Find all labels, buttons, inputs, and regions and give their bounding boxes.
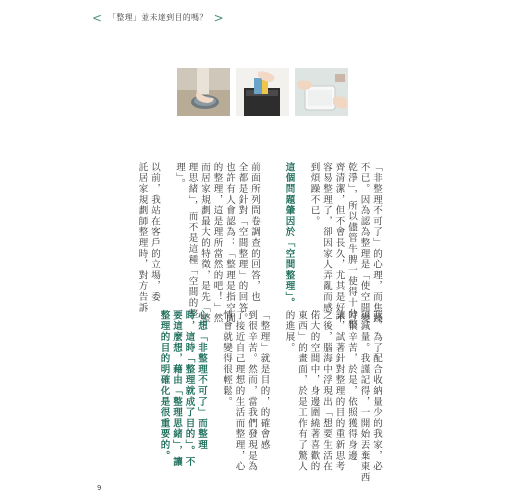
text-column: 「非整理不可了」的心理，而焦躁 [371,162,382,324]
chevron-left-icon: < [92,11,103,25]
highlight-column: 這個問題肇因於「空間整理」。 [283,162,295,309]
text-column: 乾淨」，所以儘管牛脾一使得十分整 [346,162,357,331]
photo-foot-scale [177,68,230,116]
text-column: 理」。 [174,162,185,190]
text-column: 前面所列問卷調查的回答，也 [249,162,260,303]
text-column: 而居家規劃最大的特徵，是先「整 [199,162,210,324]
highlight-column: 要這麼想，藉由「整理思緒」，讓 [171,310,182,468]
text-column: 之後，腦海中浮現出「想要生活在 [321,310,332,472]
chapter-header [92,10,232,26]
text-column: 也許有人會認為：「整理是指空間 [224,162,235,324]
paragraph-gap [270,310,283,460]
text-column: 容易整理了，卻因家人弄亂而感 [321,162,332,314]
text-column: 讓，試著針對整理的目的重新思考 [333,310,345,472]
text-column: 的整理，這是理所當然的吧！」然 [211,162,223,324]
chevron-right-icon: > [213,11,224,25]
paragraph-gap [207,310,220,460]
highlight-column: 整理的目的明確化是很重要的。 [158,310,170,462]
highlight-column: 時，這時「整理就成了目的」。不 [183,310,195,468]
text-column: 齊清潔，但不會長久，尤其是好不 [333,162,345,324]
text-column: 須減量。我謹記得，一開始丟棄東西 [358,310,370,483]
text-column: 託居家規劃師整理時，對方告訴 [136,162,148,314]
text-column: 我，為了配合收納量少的我家，必 [371,310,382,472]
text-column: 了接近自己理想的生活而整理，心 [233,310,245,472]
text-column: 東西」的畫面，於是工作有了驚人 [296,310,307,472]
text-column: 到煩躁不已。 [308,162,320,227]
text-column: 理思緒」，而不是這種「空間的整 [186,162,198,320]
text-column: 全都是針對「空間整理」的回答。 [236,162,248,324]
highlight-column: 心想「非整理不可了」而整理 [196,310,207,451]
text-column: 「整理」就是目的，的確會感 [258,310,270,451]
body-text-lower [157,310,382,483]
text-column: 以前，我站在客戶的立場，委 [149,162,160,303]
text-column: 到很辛苦。然而，當我們發現是為 [246,310,257,472]
photo-hand-storage-box [236,68,289,116]
photo-hand-container [295,68,348,116]
text-column: 時很辛苦，於是，依照獲得身邊 [346,310,357,462]
text-column: 偌大的空間中，身邊圍繞著喜歡的 [308,310,320,472]
text-column: 不已。因為認為整理是「使空間變 [358,162,370,324]
chapter-title: 「整理」並未達到目的嗎？ [108,13,208,22]
text-column: 的進展。 [283,310,295,354]
text-column: 情會就變得很輕鬆。 [221,310,232,408]
page-number: 9 [97,484,102,492]
